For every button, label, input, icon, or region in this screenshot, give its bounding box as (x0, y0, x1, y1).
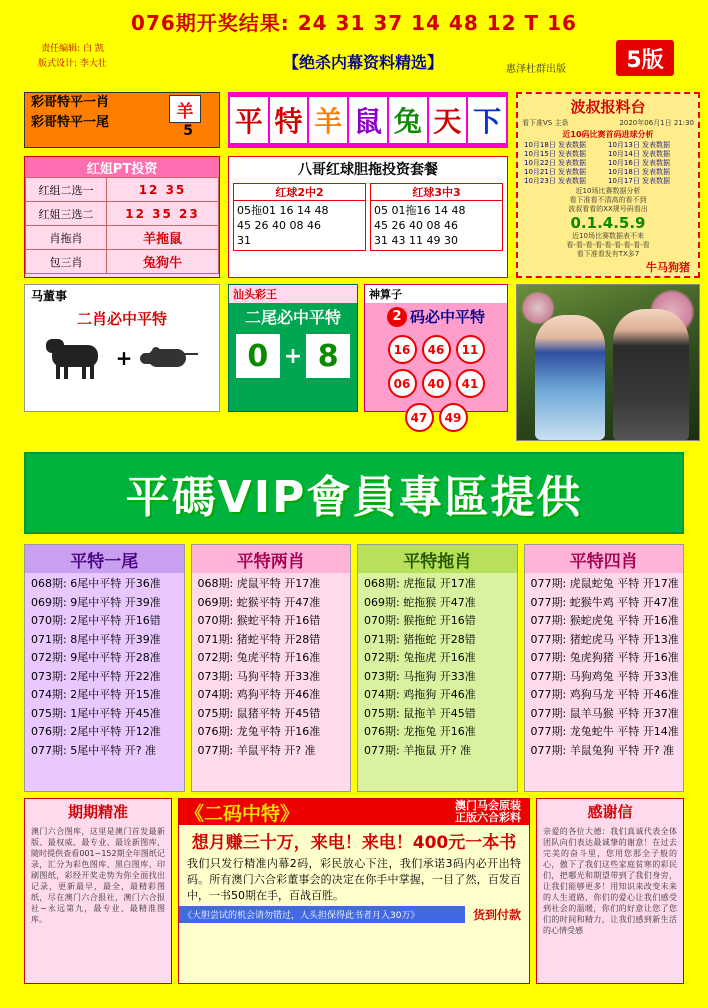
list-item: 10月16日 发表数据 (608, 159, 671, 167)
qiqi-title: 期期精准 (67, 803, 128, 821)
madongshi-animals (25, 335, 219, 381)
bage-columns (229, 179, 507, 251)
boshu-report-subline (518, 117, 698, 129)
shensuanzi-box (364, 284, 508, 425)
column-header: 平特一尾 (25, 545, 184, 573)
list-item: 077期: 马狗鸡兔 平特 开33准 (530, 669, 679, 683)
list-item: 075期: 鼠拖羊 开45错 (364, 706, 476, 720)
list-item: 070期: 2尾中平特 开16错 (31, 614, 161, 627)
list-item: 071期: 猪蛇平特 开28错 (197, 632, 321, 646)
list-item: 074期: 鸡狗平特 开46准 (197, 688, 321, 701)
list-item: 10月23日 发表数据 (524, 177, 587, 185)
erma-footer (179, 906, 529, 923)
banner-char-5: 天 (429, 97, 467, 143)
boshu-footer-zodiacs: 牛马狗猪 (646, 261, 690, 274)
list-item: 10月14日 发表数据 (608, 150, 671, 158)
number-ball: 41 (456, 369, 485, 398)
madongshi-subtitle: 二肖必中平特 (76, 310, 167, 328)
number-ball: 06 (388, 369, 417, 398)
list-item: 10月13日 发表数据 (608, 141, 671, 149)
bage-col1-body (234, 201, 365, 250)
pt-row-label-1: 红姐三选二 (26, 202, 107, 226)
shantou-num-2: 8 (306, 334, 350, 378)
hongjie-pt-title: 红姐PT投资 (25, 157, 219, 177)
list-item: 069期: 蛇拖猴 开47准 (364, 595, 476, 609)
bage-title: 八哥红球胆拖投资套餐 (298, 162, 438, 178)
boshu-hot-line: 近10码比赛首码进球分析 (562, 130, 654, 139)
list-item: 069期: 9尾中平特 开39准 (31, 595, 161, 609)
list-item: 10月21日 发表数据 (524, 168, 587, 176)
column-pingte-yiwei (24, 544, 185, 792)
list-item: 071期: 8尾中平特 开39准 (31, 632, 161, 646)
column-body (25, 573, 184, 762)
plus-icon: + (115, 346, 133, 370)
erma-sub-2: 正版六合彩料 (455, 811, 521, 824)
pt-row-value-3: 兔狗牛 (107, 250, 219, 274)
column-body (192, 573, 351, 762)
column-body (358, 573, 517, 762)
shantou-box (228, 284, 358, 412)
list-item: 077期: 蛇猴牛鸡 平特 开47准 (530, 595, 679, 609)
table-row (26, 202, 219, 226)
list-item: 077期: 兔虎狗猪 平特 开16准 (530, 651, 679, 664)
thankyou-title: 感谢信 (587, 803, 633, 821)
boshu-note-2: 看下准看不清高的看不到 (569, 196, 647, 204)
boshu-report-title: 波叔报料台 (570, 98, 646, 116)
thankyou-body: 亲爱的各位大德：我们真诚代表全体团队向们表达最诚挚的谢意！在过去完美的奋斗里，您用您那全子般的心，傲下了我们这些家庭贫寒的彩民们，把哪光和期望带到了我们身旁，让我们能够更多！用知识来改变未来的人生道路，你们的爱心让我们感受到社会的温暖，你们的好意让您了您们的时间和精力，让我们感到新生活的心情受感 (543, 827, 677, 935)
bage-col2-line-2: 31 43 11 49 30 (374, 234, 458, 247)
list-item: 10月18日 发表数据 (608, 168, 671, 176)
bottom-blocks (24, 798, 684, 984)
list-item: 10月17日 发表数据 (608, 177, 671, 185)
banner-char-1: 特 (270, 97, 308, 143)
costume-drama-photo (516, 284, 700, 441)
hongjie-pt-table (25, 177, 219, 274)
list-item: 076期: 2尾中平特 开12准 (31, 725, 161, 738)
list-item: 074期: 鸡拖狗 开46准 (364, 688, 476, 701)
pt-row-value-1: 12 35 23 (107, 202, 219, 226)
boshu-sub-right: 2020年06月1日 21:30 (619, 119, 694, 127)
boshu-date-list (518, 140, 698, 187)
shantou-numbers (229, 334, 357, 378)
list-item: 077期: 猴蛇虎兔 平特 开16准 (530, 614, 679, 627)
caige-line-1: 彩哥特平一肖 (31, 95, 110, 110)
boshu-note-3: 波叔看看的XX规号码看出 (568, 205, 648, 213)
madongshi-title: 马董事 (31, 289, 68, 303)
photo-figure-left (535, 315, 605, 440)
section-title: 【绝杀内幕资料精选】 (282, 53, 443, 72)
number-ball: 40 (422, 369, 451, 398)
list-item: 070期: 猴蛇平特 开16错 (197, 614, 321, 627)
list-item: 073期: 2尾中平特 开22准 (31, 669, 161, 683)
plus-icon: + (283, 343, 303, 369)
list-item: 075期: 鼠猪平特 开45错 (197, 706, 321, 720)
list-item: 077期: 5尾中平特 开? 准 (31, 743, 157, 757)
caige-line-2: 彩哥特平一尾 (31, 115, 110, 130)
boshu-note-1: 近10场比赛数据分析 (575, 187, 641, 195)
shensuanzi-balls (365, 335, 507, 432)
list-item: 073期: 马拖狗 开33准 (364, 669, 476, 683)
column-header: 平特拖肖 (358, 545, 517, 573)
banner-char-4: 兔 (389, 97, 427, 143)
list-item: 077期: 龙兔蛇牛 平特 开14准 (530, 725, 679, 738)
goat-icon (46, 335, 108, 381)
erma-ad-subtitle (455, 800, 529, 824)
credits-bar (8, 40, 700, 80)
pt-row-label-3: 包三肖 (26, 250, 107, 274)
shensuanzi-line (365, 306, 507, 327)
list-item: 077期: 猪蛇虎马 平特 开13准 (530, 632, 679, 646)
column-header: 平特两肖 (192, 545, 351, 573)
column-pingte-liangxiao (191, 544, 352, 792)
erma-payment-note: 货到付款 (472, 908, 521, 922)
draw-result-title: 076期开奖结果: 24 31 37 14 48 12 T 16 (131, 10, 577, 35)
bage-col2-head: 红球3中3 (371, 184, 502, 201)
boshu-note-4: 近10场比赛数据表不来 (572, 232, 644, 240)
list-item: 074期: 2尾中平特 开15准 (31, 688, 161, 701)
number-ball: 46 (422, 335, 451, 364)
pt-row-value-0: 12 35 (107, 178, 219, 202)
banner-char-3: 鼠 (349, 97, 387, 143)
list-item: 077期: 虎鼠蛇兔 平特 开17准 (530, 577, 679, 590)
bage-package-box (228, 156, 508, 278)
caige-forecast-box (24, 92, 220, 148)
list-item: 072期: 兔拖虎 开16准 (364, 651, 476, 664)
list-item: 068期: 虎拖鼠 开17准 (364, 577, 476, 590)
erma-footer-note: 《大胆尝试的机会请勿错过，人头担保得此书者月入30万》 (179, 906, 465, 923)
number-ball: 11 (456, 335, 485, 364)
table-row (26, 178, 219, 202)
list-item: 068期: 6尾中平特 开36准 (31, 577, 161, 590)
boshu-note-6: 看下准看发有TX多7 (576, 250, 640, 258)
list-item: 10月18日 发表数据 (524, 141, 587, 149)
hongjie-pt-box (24, 156, 220, 278)
edition-badge: 5版 (616, 40, 674, 76)
vip-banner (24, 452, 684, 534)
column-body (525, 573, 684, 762)
pt-row-label-0: 红组二选一 (26, 178, 107, 202)
column-header: 平特四肖 (525, 545, 684, 573)
bage-col1-line-0: 05拖01 16 14 48 (237, 204, 329, 217)
forecast-columns (24, 544, 684, 792)
editor-line-1: 责任编辑: 白 凯 (41, 44, 104, 54)
erma-ad-title: 《二码中特》 (185, 802, 300, 825)
boshu-report-box (516, 92, 700, 278)
list-item: 071期: 猪拖蛇 开28错 (364, 632, 476, 646)
list-item: 10月15日 发表数据 (524, 150, 587, 158)
list-item: 069期: 蛇猴平特 开47准 (197, 595, 321, 609)
bage-col2-line-1: 45 26 40 08 46 (374, 219, 458, 232)
caige-zodiac-value: 羊 (169, 95, 201, 123)
erma-ad-header (179, 799, 529, 825)
erma-zhongte-ad (178, 798, 530, 984)
editor-credits (38, 42, 107, 72)
pt-row-value-2: 羊拖鼠 (107, 226, 219, 250)
list-item: 077期: 羊鼠兔狗 平特 开? 准 (530, 743, 675, 757)
list-item: 077期: 鸡狗马龙 平特 开46准 (530, 688, 679, 701)
list-item: 076期: 龙兔平特 开16准 (197, 725, 321, 738)
table-row (26, 250, 219, 274)
number-ball: 47 (405, 403, 434, 432)
list-item: 072期: 9尾中平特 开28准 (31, 651, 161, 664)
list-item: 068期: 虎鼠平特 开17准 (197, 577, 321, 590)
boshu-note-5: 看-看-看-看-看-看-看-看-看 (566, 241, 650, 249)
table-row (26, 226, 219, 250)
rat-icon (140, 341, 198, 375)
number-ball: 49 (439, 403, 468, 432)
shantou-num-1: 0 (236, 334, 280, 378)
erma-body: 我们只发行精准内幕2码，彩民放心下注，我们承诺3码内必开出特码。所有澳门六合彩董事会的决定在你手中掌握，一目了然，百发百中，一书50期在手，百战百胜。 (187, 857, 521, 902)
caige-tail-value: 5 (183, 123, 193, 139)
vip-banner-text: 平碼VIP會員專區提供 (125, 472, 583, 523)
publisher-label: 惠泽杜群出版 (506, 64, 566, 75)
bage-col2-line-0: 05 01拖16 14 48 (374, 204, 466, 217)
qiqi-body: 澳门六合图库，这里是澳门首发最新版、最权威、最专业、最诠新图库，随时提供查看001~152期全年图纸记录，汇分为彩色图库、黑白图库、印刷图纸，彩经开奖走势为你全面找出记录，更新最早，最全，最精彩图纸，尽在澳门六合报社，澳门六合报社~永远第九，最专业、最精准图库。 (31, 827, 165, 924)
boshu-sub-left: 看下准VS 主条 (522, 119, 569, 127)
shantou-title: 汕头彩王 (229, 285, 357, 303)
shensuanzi-count-badge: 2 (387, 307, 407, 327)
list-item: 077期: 羊拖鼠 开? 准 (364, 743, 472, 757)
list-item: 076期: 龙拖兔 开16准 (364, 725, 476, 738)
erma-slogan: 想月赚三十万，来电！来电！400元一本书 (191, 833, 517, 853)
bage-col1-line-2: 31 (237, 234, 251, 247)
shensuanzi-line-text: 码必中平特 (409, 308, 485, 326)
page-header (0, 0, 708, 42)
bage-column-2 (370, 183, 503, 251)
qiqi-jingzhun-block (24, 798, 172, 984)
bage-col1-line-1: 45 26 40 08 46 (237, 219, 321, 232)
banner-char-0: 平 (230, 97, 268, 143)
banner-char-2: 羊 (309, 97, 347, 143)
pt-row-label-2: 肖拖肖 (26, 226, 107, 250)
list-item: 073期: 马狗平特 开33准 (197, 669, 321, 683)
shantou-line: 二尾必中平特 (244, 308, 341, 327)
boshu-numbers: 0.1.4.5.9 (570, 214, 646, 232)
shensuanzi-title: 神算子 (365, 285, 507, 303)
number-ball: 16 (388, 335, 417, 364)
list-item: 075期: 1尾中平特 开45准 (31, 706, 161, 720)
bage-column-1 (233, 183, 366, 251)
banner-char-6: 下 (468, 97, 506, 143)
bage-col2-body (371, 201, 502, 250)
photo-figure-right (613, 309, 689, 441)
column-pingte-sixiao (524, 544, 685, 792)
bage-col1-head: 红球2中2 (234, 184, 365, 201)
pingte-banner (228, 92, 508, 148)
column-pingte-tuoxiao (357, 544, 518, 792)
list-item: 072期: 兔虎平特 开16准 (197, 651, 321, 664)
list-item: 077期: 羊鼠平特 开? 准 (197, 743, 316, 757)
thankyou-letter-block (536, 798, 684, 984)
erma-sub-1: 澳门马会原装 (455, 799, 521, 812)
list-item: 077期: 鼠羊马猴 平特 开37准 (530, 706, 679, 720)
madongshi-box (24, 284, 220, 412)
editor-line-2: 版式设计: 李大壮 (38, 59, 107, 69)
list-item: 10月22日 发表数据 (524, 159, 587, 167)
list-item: 070期: 猴拖蛇 开16错 (364, 614, 476, 627)
